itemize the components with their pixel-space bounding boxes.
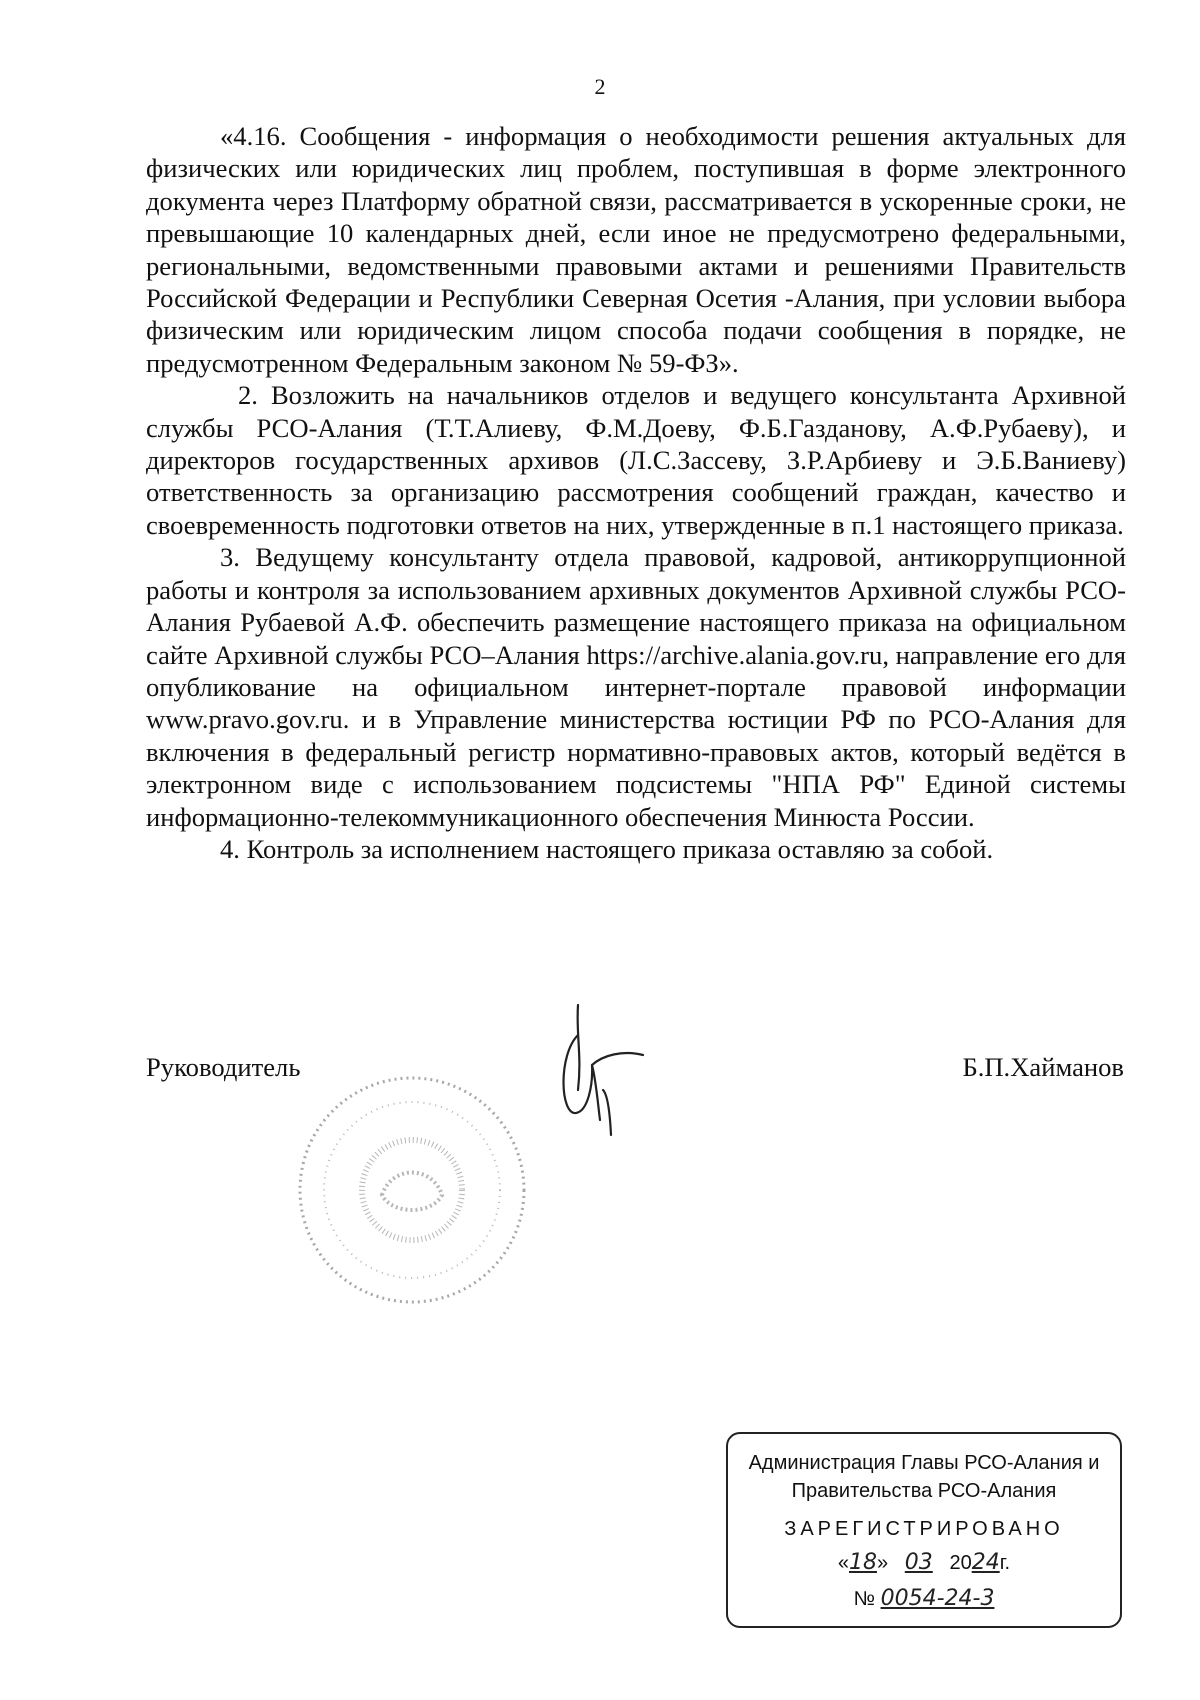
signatory-name: Б.П.Хайманов: [962, 1052, 1124, 1082]
stamp-year-suffix: 24: [971, 1550, 1000, 1575]
stamp-date: «18» 03 2024г.: [837, 1550, 1011, 1575]
handwritten-signature: [548, 995, 648, 1145]
stamp-line-2: Правительства РСО-Алания: [791, 1480, 1057, 1502]
stamp-year-prefix: 20: [949, 1552, 972, 1574]
paragraph-item-3: 3. Ведущему консультанту отдела правовой, кадровой, антикоррупционной работы и контроля за использованием архивных документов Архивной службы РСО-Алания Рубаевой А.Ф. обеспечить размещение настоящего приказа на официальном сайте Архивной службы РСО–Алания https://archive.alania.gov.ru, направление его для опубликование на официальном интернет-портале правовой информации www.pravo.gov.ru. и в Управление министерства юстиции РФ по РСО-Алания для включения в федеральный регистр нормативно-правовых актов, который ведётся в электронном виде с использованием подсистемы "НПА РФ" Единой системы информационно-телекоммуникационного обеспечения Минюста России.: [146, 542, 1126, 832]
stamp-status: ЗАРЕГИСТРИРОВАНО: [784, 1518, 1064, 1540]
paragraph-4-16: «4.16. Сообщения - информация о необходимости решения актуальных для физических или юридических лиц проблем, поступившая в форме электронного документа через Платформу обратной связи, рассматривается в ускоренные сроки, не превышающие 10 календарных дней, если иное не предусмотрено федеральными, региональными, ведомственными правовыми актами и решениями Правительств Российской Федерации и Республики Северная Осетия -Алания, при условии выбора физическим или юридическим лицом способа подачи сообщения в порядке, не предусмотренном Федеральным законом № 59-ФЗ».: [146, 121, 1126, 378]
stamp-number: [728, 1586, 1120, 1611]
paragraph-item-4: 4. Контроль за исполнением настоящего приказа оставляю за собой.: [220, 833, 994, 864]
stamp-line-1: Администрация Главы РСО-Алания и: [748, 1452, 1100, 1474]
document-body: [146, 120, 1126, 865]
stamp-number-prefix: №: [853, 1588, 876, 1610]
stamp-day: 18: [848, 1550, 877, 1575]
stamp-number-value: 0054-24-3: [880, 1586, 995, 1611]
official-seal: [292, 1065, 532, 1315]
page-number: 2: [594, 74, 606, 99]
signatory-role: Руководитель: [146, 1052, 301, 1082]
stamp-month: 03: [904, 1550, 933, 1575]
registration-stamp: [726, 1432, 1122, 1628]
paragraph-item-2: 2. Возложить на начальников отделов и ведущего консультанта Архивной службы РСО-Алания (Т.Т.Алиеву, Ф.М.Доеву, Ф.Б.Газданову, А.Ф.Рубаеву), и директоров государственных архивов (Л.С.Зассеву, З.Р.Арбиеву и Э.Б.Ваниеву) ответственность за организацию рассмотрения сообщений граждан, качество и своевременность подготовки ответов на них, утвержденные в п.1 настоящего приказа.: [146, 380, 1126, 540]
stamp-year-unit: г.: [999, 1552, 1011, 1574]
